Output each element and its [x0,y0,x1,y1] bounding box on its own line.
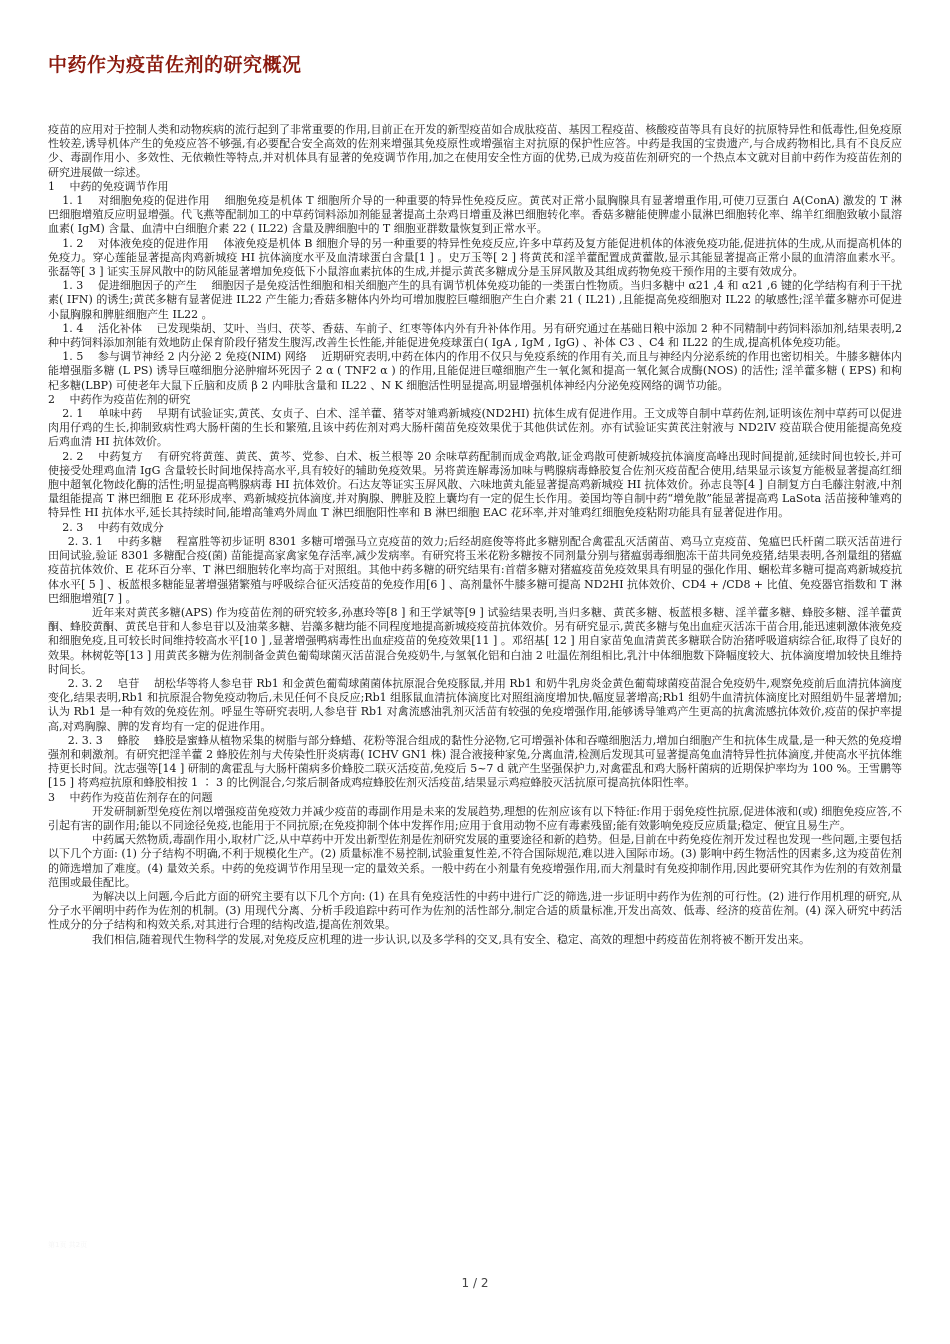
subsection-2-2: 2. 2 中药复方 有研究将黄莲、黄芪、黄芩、党参、白术、板兰根等 20 余味草药配制而成金鸡散,证金鸡散可使新城疫抗体滴度高峰出现时间提前,延续时间也较长,并可使接受处理鸡血清 IgG 含量较长时间地保持高水平,具有较好的辅助免疫效果。另将黄连解毒汤加味与鸭腺病毒蜂胶复合佐剂灭疫苗配合使用,结果显示该复方能极显著提高红细胞中超氧化物歧化酶的活性;明显提高鸭腺病毒 HI 抗体效价。石达友等证实玉屏风散、六味地黄丸能显著提高鸡新城疫 HI 抗体效价。孙志良等[4 ] 自制复方白毛藤注射液,中剂量组能提高 T 淋巴细胞 E 花环形成率、鸡新城疫抗体滴度,并对胸腺、脾脏及腔上囊均有一定的促生长作用。姜国均等自制中药“增免散”能显著提高鸡 LaSota 活苗接种雏鸡的特异性 HI 抗体水平,延长其持续时间,能增高雏鸡外周血 T 淋巴细胞阳性率和 B 淋巴细胞 EAC 花环率,并对雏鸡红细胞免疫粘附功能具有显著促进作用。 [48,449,902,520]
paragraph-directions: 为解决以上问题,今后此方面的研究主要有以下几个方向: (1) 在具有免疫活性的中药中进行广泛的筛选,进一步证明中药作为佐剂的可行性。(2) 进行作用机理的研究,从分子水平阐明中药作为佐剂的机制。(3) 用现代分离、分析手段追踪中药可作为佐剂的活性部分,制定合适的质量标准,开发出高效、低毒、经济的疫苗佐剂。(4) 深入研究中药活性成分的分子结构和构效关系,对其进行合理的结构改造,提高佐剂效果。 [48,889,902,932]
section-heading-1: 1 中药的免疫调节作用 [48,179,169,193]
intro-paragraph: 疫苗的应用对于控制人类和动物疾病的流行起到了非常重要的作用,目前正在开发的新型疫苗如合成肽疫苗、基因工程疫苗、核酸疫苗等具有良好的抗原特异性和低毒性,但免疫原性较差,诱导机体产生的免疫应答不够强,有必要配合安全高效的佐剂来增强其免疫原性或增强宿主对抗原的保护性应答。中药是我国的宝贵遗产,与合成药物相比,具有不良反应少、毒副作用小、多效性、无依赖性等特点,并对机体具有显著的免疫调节作用,加之在使用安全性方面的优势,已成为疫苗佐剂研究的一个热点本文就对目前中药作为疫苗佐剂的研究进展做一综述。 [48,123,902,179]
page-number: 1 / 2 [461,1276,489,1290]
subsection-2-3-3: 2. 3. 3 蜂胶 蜂胶是蜜蜂从植物采集的树脂与部分蜂蜡、花粉等混合组成的黏性分泌物,它可增强补体和吞噬细胞活力,增加白细胞产生和抗体生成量,是一种天然的免疫增强剂和刺激剂。有研究把淫羊藿 2 蜂胶佐剂与犬传染性肝炎病毒( ICHV GN1 株) 混合液接种家兔,分离血清,检测后发现其可显著提高兔血清特异性抗体滴度,并使高水平抗体维持更长时间。沈志强等[14 ] 研制的禽霍乱与大肠杆菌病多价蜂胶二联灭活疫苗,免疫后 5~7 d 就产生坚强保护力,对禽霍乱和鸡大肠杆菌病的近期保护率均为 100 %。王雪鹏等[15 ] 将鸡痘抗原和蜂胶相按 1 ∶ 3 的比例混合,匀浆后制备成鸡痘蜂胶佐剂灭活疫苗,结果显示鸡痘蜂胶灭活抗原可提高抗体阳性率。 [48,733,902,790]
subsection-1-1: 1. 1 对细胞免疫的促进作用 细胞免疫是机体 T 细胞所介导的一种重要的特异性免疫反应。黄芪对正常小鼠胸腺具有显著增重作用,可使刀豆蛋白 A(ConA) 激发的 T 淋巴细胞增殖反应明显增强。代飞燕等配制加工的中草药饲料添加剂能显著提高土杂鸡日增重及淋巴细胞转化率。香菇多糖能使脾虚小鼠淋巴细胞转化率、绵羊红细胞致敏小鼠溶血素( IgM) 含量、血清中白细胞介素 22 ( IL22) 含量及脾细胞中的 T 细胞亚群数量恢复到正常水平。 [48,194,902,236]
subsection-1-2: 1. 2 对体液免疫的促进作用 体液免疫是机体 B 细胞介导的另一种重要的特异性免疫反应,许多中草药及复方能促进机体的体液免疫功能,促进抗体的生成,从而提高机体的免疫力。穿心莲能显著提高肉鸡新城疫 HI 抗体滴度水平及血清球蛋白含量[1 ] 。史万玉等[ 2 ] 将黄芪和淫羊藿配置成黄藿散,显示其能显著提高正常小鼠的血清溶血素水平。张磊等[ 3 ] 证实玉屏风散中的防风能显著增加免疫低下小鼠溶血素抗体的生成,并提示黄芪多糖成分是玉屏风散及其组成药物免疫干预作用的主要有效成分。 [48,236,902,279]
subsection-2-3-2: 2. 3. 2 皂苷 胡松华等将人参皂苷 Rb1 和金黄色葡萄球菌菌体抗原混合免疫豚鼠,并用 Rb1 和奶牛乳房炎金黄色葡萄球菌疫苗混合免疫奶牛,观察免疫前后血清抗体滴度变化,结果表明,Rb1 和抗原混合物免疫动物后,未见任何不良反应;Rb1 组豚鼠血清抗体滴度比对照组滴度增加快,幅度显著增高;Rb1 组奶牛血清抗体滴度比对照组奶牛显著增加;认为 Rb1 是一种有效的免疫佐剂。呼显生等研究表明,人参皂苷 Rb1 对禽流感油乳剂灭活苗有较强的免疫增强作用,能够诱导雏鸡产生更高的抗禽流感抗体效价,疫苗的保护率提高,对鸡胸腺、脾的发育均有一定的促进作用。 [48,676,902,733]
page-title: 中药作为疫苗佐剂的研究概况 [48,54,302,76]
article-body [48,123,902,947]
subsection-2-3-heading: 2. 3 中药有效成分 [62,520,164,534]
paragraph-problems: 中药属天然物质,毒副作用小,取材广泛,从中草药中开发出新型佐剂是佐剂研究发展的重要途径和新的趋势。但是,目前在中药免疫佐剂开发过程也发现一些问题,主要包括以下几个方面: (1) 分子结构不明确,不利于规模化生产。(2) 质量标准不易控制,试验重复性差,不符合国际规范,难以进入国际市场。(3) 影响中药生物活性的因素多,这为疫苗佐剂的筛选增加了难度。(4) 量效关系。中药的免疫调节作用呈现一定的量效关系。一般中药在小剂量有免疫增强作用,而大剂量时有免疫抑制作用,因此要研究其作为佐剂的有效剂量范围或最佳配比。 [48,833,902,889]
subsection-2-1: 2. 1 单味中药 早期有试验证实,黄芪、女贞子、白术、淫羊藿、猪苓对雏鸡新城疫(ND2HI) 抗体生成有促进作用。王文成等自制中草药佐剂,证明该佐剂中草药可以促进肉用仔鸡的生长,抑制致病性鸡大肠杆菌的生长和繁殖,且该中药佐剂对鸡大肠杆菌苗免疫效果优于其他供试佐剂。亦有试验证实黄芪注射液与 ND2IV 疫苗联合使用能提高免疫后鸡血清 HI 抗体效价。 [48,407,902,449]
subsection-1-3: 1. 3 促进细胞因子的产生 细胞因子是免疫活性细胞和相关细胞产生的具有调节机体免疫功能的一类蛋白性物质。当归多糖中 α21 ,4 和 α21 ,6 键的化学结构有利于干扰素( IFN) 的诱生;黄芪多糖有显著促进 IL22 产生能力;香菇多糖体内外均可增加腹腔巨噬细胞产生白介素 21 ( IL21) ,且能提高免疫细胞对 IL22 的敏感性;淫羊藿多糖亦可促进小鼠胸腺和脾脏细胞产生 IL22 。 [48,279,902,321]
section-heading-2: 2 中药作为疫苗佐剂的研究 [48,392,191,406]
section-heading-3: 3 中药作为疫苗佐剂存在的问题 [48,790,213,804]
faint-footer-note: 第1页 共2页 [48,1241,88,1249]
subsection-2-3-1: 2. 3. 1 中药多糖 程富胜等初步证明 8301 多糖可增强马立克疫苗的效力;后经胡庭俊等将此多糖别配合禽霍乱灭活菌苗、鸡马立克疫苗、兔瘟巴氏杆菌二联灭活苗进行田间试验,验证 8301 多糖配合疫(菌) 苗能提高家禽家兔存活率,减少发病率。有研究将玉米花粉多糖按不同剂量分别与猪瘟弱毒细胞冻干苗共同免疫猪,结果表明,各剂量组的猪瘟疫苗抗体效价、E 花环百分率、T 淋巴细胞转化率均高于对照组。其他中药多糖的研究结果有:首蓿多糖对猪瘟疫苗免疫效果具有明显的强化作用、蜠松茸多糖可提高鸡新城疫抗体水平[ 5 ] 、板蓝根多糖能显著增强猪繁殖与呼吸综合征灭活疫苗的免疫作用[6 ] 、高剂量怀牛膝多糖可提高 ND2HI 抗体效价、CD4 + /CD8 + 比值、免疫器官指数和 T 淋巴细胞增殖[7 ] 。 [48,534,902,605]
paragraph-conclusion: 我们相信,随着现代生物科学的发展,对免疫反应机理的进一步认识,以及多学科的交叉,具有安全、稳定、高效的理想中药疫苗佐剂将被不断开发出来。 [92,932,810,946]
subsection-1-4: 1. 4 活化补体 已发现柴胡、艾叶、当归、茯苓、香菇、车前子、红枣等体内外有升补体作用。另有研究通过在基础日粮中添加 2 种不同精制中药饲料添加剂,结果表明,2 种中药饲料添加剂能有效地防止保育阶段仔猪发生腹泻,改善生长性能,并能促进免疫球蛋白( IgA , IgM , IgG) 、补体 C3 、C4 和 IL22 的生成,提高机体免疫功能。 [48,321,902,350]
subsection-1-5: 1. 5 参与调节神经 2 内分泌 2 免疫(NIM) 网络 近期研究表明,中药在体内的作用不仅只与免疫系统的作用有关,而且与神经内分泌系统的作用也密切相关。牛膝多糖体内能增强脂多糖 (L PS) 诱导巨噬细胞分泌肿瘤坏死因子 2 α ( TNF2 α ) 的作用,且能促进巨噬细胞产生一氧化氮和提高一氧化氮合成酶(NOS) 的活性; 淫羊藿多糖 ( EPS) 和枸杞多糖(LBP) 可使老年大鼠下丘脑和皮质 β 2 内啡肽含量和 IL22 、N K 细胞活性明显提高,明显增强机体神经内分泌免疫网络的调节功能。 [48,350,902,392]
paragraph-aps: 近年来对黄芪多糖(APS) 作为疫苗佐剂的研究较多,孙惠玲等[8 ] 和王学斌等[9 ] 试验结果表明,当归多糖、黄芪多糖、板蓝根多糖、淫羊藿多糖、蜂胶多糖、淫羊藿黄酮、蜂胶黄酮、黄芪皂苷和人参皂苷以及油菜多糖、岩藻多糖均能不同程度地提高新城疫疫苗抗体效价。另有研究显示,黄芪多糖与兔出血症灭活冻干苗合用,能迅速刺激体液免疫和细胞免疫,且可较长时间维持较高水平[10 ] ,显著增强鸭病毒性出血症疫苗的免疫效果[11 ] 。邓绍基[ 12 ] 用自家苗兔血清黄芪多糖联合防治猪呼吸道病综合征,取得了良好的效果。林树乾等[13 ] 用黄芪多糖为佐剂制备金黄色葡萄球菌灭活苗混合免疫奶牛,与氢氧化铝和白油 2 吐温佐剂组相比,乳汁中体细胞数下降幅度较大、抗体滴度增加较快且维持时间长。 [48,605,902,676]
paragraph-ideal-adjuvant: 开发研制新型免疫佐剂以增强疫苗免疫效力并减少疫苗的毒副作用是未来的发展趋势,理想的佐剂应该有以下特征:作用于弱免疫性抗原,促进体液和(或) 细胞免疫应答,不引起有害的副作用;能以不同途径免疫,也能用于不同抗原;在免疫抑制个体中发挥作用;应用于食用动物不应有毒素残留;能有效影响免疫反应质量;稳定、便宜且易生产。 [48,804,902,832]
